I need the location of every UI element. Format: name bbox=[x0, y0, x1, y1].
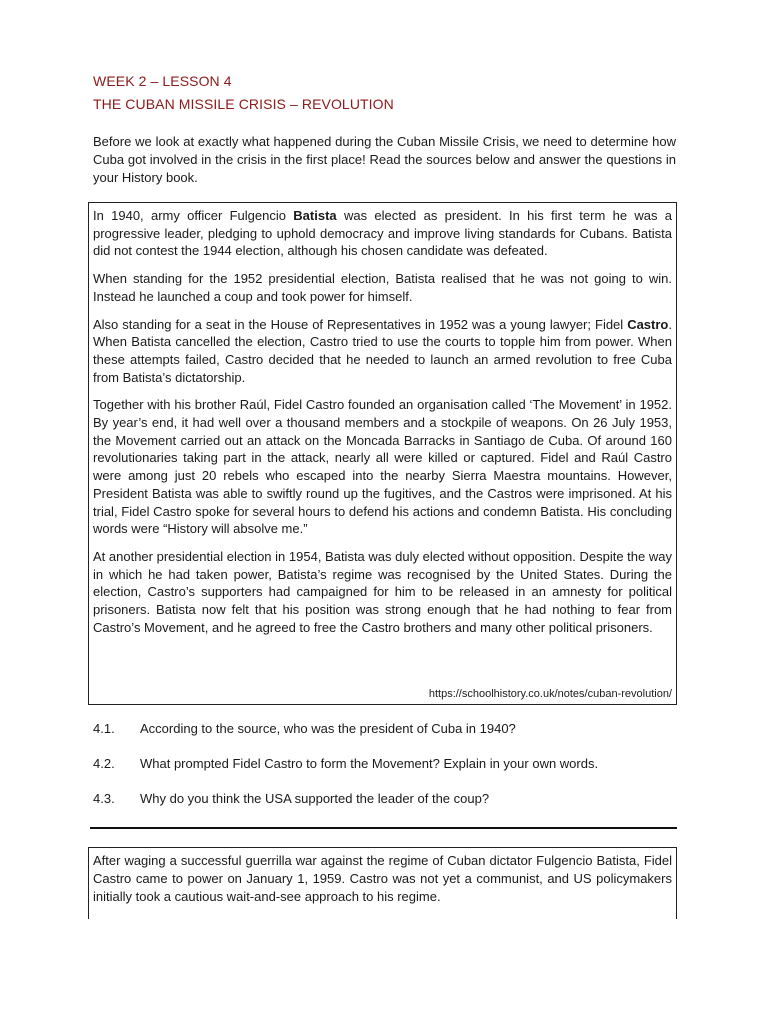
text-run: In 1940, army officer Fulgencio bbox=[93, 208, 294, 223]
source-paragraph-1 bbox=[93, 207, 672, 260]
intro-paragraph: Before we look at exactly what happened during the Cuban Missile Crisis, we need to determine how Cuba got involved in the crisis in the first place! Read the sources below and answer the questions in your History book. bbox=[93, 134, 676, 185]
question-item bbox=[93, 720, 676, 755]
source-paragraph-4: Together with his brother Raúl, Fidel Castro founded an organisation called ‘The Movement’ in 1952. By year’s end, it had well over a thousand members and a stockpile of weapons. On 26 July 1953, the Movement carried out an attack on the Moncada Barracks in Santiago de Cuba. Of around 160 revolutionaries taking part in the attack, nearly all were killed or captured. Fidel and Raúl Castro were among just 20 rebels who escaped into the nearby Sierra Maestra mountains. However, President Batista was able to swiftly round up the fugitives, and the Castros were imprisoned. At his trial, Fidel Castro spoke for several hours to defend his actions and condemn Batista. His concluding words were “History will absolve me.” bbox=[93, 397, 672, 537]
source-paragraph-3 bbox=[93, 316, 672, 387]
source-url: https://schoolhistory.co.uk/notes/cuban-revolution/ bbox=[428, 688, 672, 700]
question-text: What prompted Fidel Castro to form the Movement? Explain in your own words. bbox=[140, 756, 599, 771]
text-run: Also standing for a seat in the House of Representatives in 1952 was a young lawyer; Fidel bbox=[93, 316, 628, 332]
lesson-title: THE CUBAN MISSILE CRISIS – REVOLUTION bbox=[93, 96, 394, 112]
question-number: 4.1. bbox=[93, 721, 115, 736]
source-2-paragraph: After waging a successful guerrilla war against the regime of Cuban dictator Fulgencio Batista, Fidel Castro came to power on January 1, 1959. Castro was not yet a communist, and US policymakers initially took a cautious wait-and-see approach to his regime. bbox=[93, 853, 672, 904]
source-box-2 bbox=[88, 847, 677, 919]
question-item bbox=[93, 790, 676, 825]
name-batista: Batista bbox=[293, 208, 337, 223]
question-number: 4.2. bbox=[93, 756, 115, 771]
section-divider bbox=[90, 827, 677, 829]
source-paragraph-5: At another presidential election in 1954, Batista was duly elected without opposition. Despite the way in which he had taken power, Batista’s regime was recognised by the United States. During the election, Castro’s supporters had campaigned for him to be released in an amnesty for political prisoners. Batista now felt that his position was strong enough that he had nothing to fear from Castro’s Movement, and he agreed to free the Castro brothers and many other political prisoners. bbox=[93, 548, 672, 635]
source-paragraph-2: When standing for the 1952 presidential election, Batista realised that he was not going to win. Instead he launched a coup and took power for himself. bbox=[93, 271, 672, 304]
text-run: was elected as president. In his first term he was a progressive leader, pledging to uphold democracy and improve living standards for Cubans. Batista did not contest the 1944 election, although his chosen candidate was defeated. bbox=[93, 208, 672, 259]
question-text: According to the source, who was the president of Cuba in 1940? bbox=[140, 721, 516, 736]
question-text: Why do you think the USA supported the leader of the coup? bbox=[140, 791, 490, 806]
lesson-label: WEEK 2 – LESSON 4 bbox=[93, 73, 232, 89]
question-number: 4.3. bbox=[93, 791, 115, 806]
source-box-1 bbox=[88, 202, 677, 705]
question-list bbox=[93, 720, 676, 825]
text-run: . When Batista cancelled the election, Castro tried to use the courts to topple him from power. When these attempts failed, Castro decided that he needed to launch an armed revolution to free Cuba from Batista’s dictatorship. bbox=[93, 316, 672, 385]
question-item bbox=[93, 755, 676, 790]
name-castro: Castro bbox=[627, 316, 669, 332]
